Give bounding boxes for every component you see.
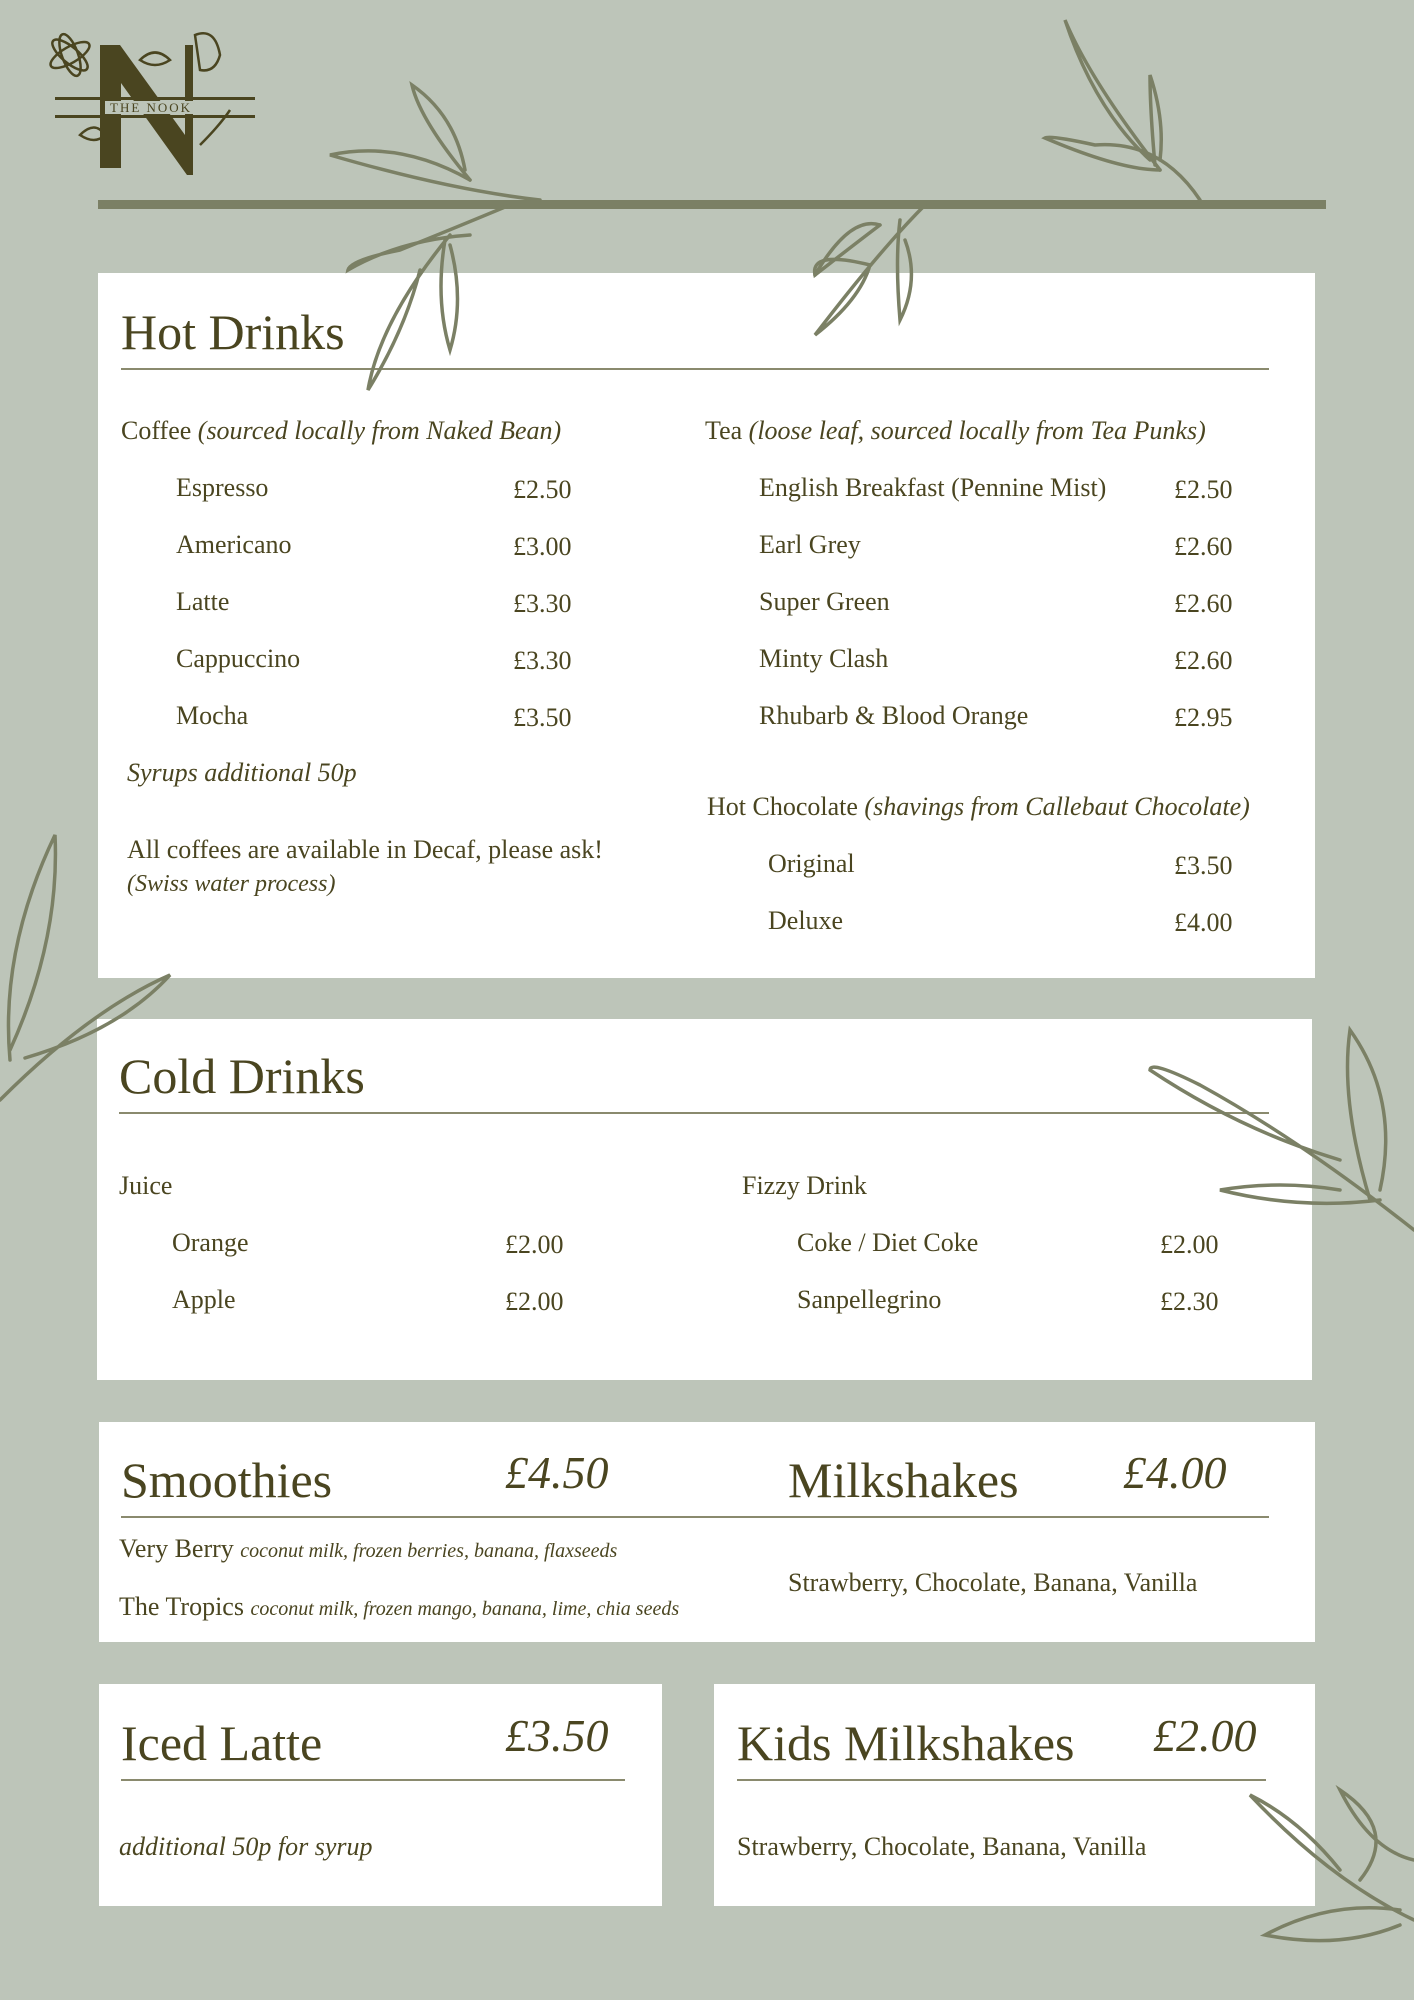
iced-latte-note: additional 50p for syrup (119, 1832, 373, 1861)
tea-item-price: £2.60 (1174, 646, 1233, 675)
smoothies-title: Smoothies (121, 1452, 333, 1508)
coffee-item-price: £3.50 (513, 703, 572, 732)
smoothies-price: £4.50 (505, 1447, 609, 1498)
tea-item-price: £2.50 (1174, 475, 1233, 504)
tea-item-price: £2.60 (1174, 589, 1233, 618)
tea-item-name: Super Green (759, 587, 890, 616)
tea-item-name: Rhubarb & Blood Orange (759, 701, 1029, 730)
juice-item-name: Orange (172, 1228, 249, 1257)
smoothie-desc: coconut milk, frozen berries, banana, flaxseeds (240, 1540, 618, 1562)
hot-drinks-title: Hot Drinks (121, 304, 345, 360)
tea-label: Tea (705, 416, 743, 445)
milkshakes-price: £4.00 (1123, 1447, 1227, 1498)
coffee-item-price: £3.30 (513, 646, 572, 675)
coffee-item-name: Mocha (176, 701, 249, 730)
decaf-process: (Swiss water process) (127, 871, 336, 897)
juice-item-price: £2.00 (505, 1230, 564, 1259)
cold-drinks-title: Cold Drinks (119, 1048, 365, 1104)
coffee-item-price: £3.00 (513, 532, 572, 561)
kids-milkshakes-title: Kids Milkshakes (737, 1715, 1075, 1771)
tea-note: (loose leaf, sourced locally from Tea Punks) (748, 416, 1206, 445)
juice-label: Juice (119, 1171, 173, 1200)
kids-milkshake-flavours: Strawberry, Chocolate, Banana, Vanilla (737, 1832, 1147, 1861)
syrups-note: Syrups additional 50p (127, 758, 357, 787)
kids-milkshakes-price: £2.00 (1153, 1710, 1257, 1761)
coffee-item-name: Americano (176, 530, 292, 559)
hot-chocolate-item-price: £4.00 (1174, 908, 1233, 937)
tea-item-price: £2.60 (1174, 532, 1233, 561)
tea-item-name: English Breakfast (Pennine Mist) (759, 473, 1107, 502)
coffee-item-name: Espresso (176, 473, 269, 502)
fizzy-label: Fizzy Drink (742, 1171, 867, 1200)
tea-item-price: £2.95 (1174, 703, 1233, 732)
fizzy-item-price: £2.00 (1160, 1230, 1219, 1259)
hot-chocolate-item-price: £3.50 (1174, 851, 1233, 880)
coffee-item-name: Cappuccino (176, 644, 301, 673)
milkshake-flavours: Strawberry, Chocolate, Banana, Vanilla (788, 1568, 1198, 1597)
smoothie-desc: coconut milk, frozen mango, banana, lime, chia seeds (250, 1598, 680, 1620)
smoothie-name: Very Berry (119, 1534, 234, 1563)
iced-latte-title: Iced Latte (121, 1715, 323, 1771)
coffee-item-price: £3.30 (513, 589, 572, 618)
tea-item-name: Minty Clash (759, 644, 889, 673)
hot-chocolate-label: Hot Chocolate (707, 792, 858, 821)
coffee-label: Coffee (121, 416, 192, 445)
coffee-item-price: £2.50 (513, 475, 572, 504)
juice-item-price: £2.00 (505, 1287, 564, 1316)
fizzy-item-price: £2.30 (1160, 1287, 1219, 1316)
tea-item-name: Earl Grey (759, 530, 861, 559)
fizzy-item-name: Coke / Diet Coke (797, 1228, 979, 1257)
hot-chocolate-item-name: Deluxe (768, 906, 844, 935)
fizzy-item-name: Sanpellegrino (797, 1285, 942, 1314)
hot-chocolate-note: (shavings from Callebaut Chocolate) (864, 792, 1250, 821)
logo-text: THE NOOK (110, 100, 193, 115)
milkshakes-title: Milkshakes (788, 1452, 1019, 1508)
coffee-item-name: Latte (176, 587, 230, 616)
coffee-note: (sourced locally from Naked Bean) (197, 416, 562, 445)
decaf-note: All coffees are available in Decaf, please ask! (127, 835, 603, 864)
hot-chocolate-item-name: Original (768, 849, 855, 878)
juice-item-name: Apple (172, 1285, 236, 1314)
iced-latte-price: £3.50 (505, 1710, 609, 1761)
smoothie-name: The Tropics (119, 1592, 244, 1621)
